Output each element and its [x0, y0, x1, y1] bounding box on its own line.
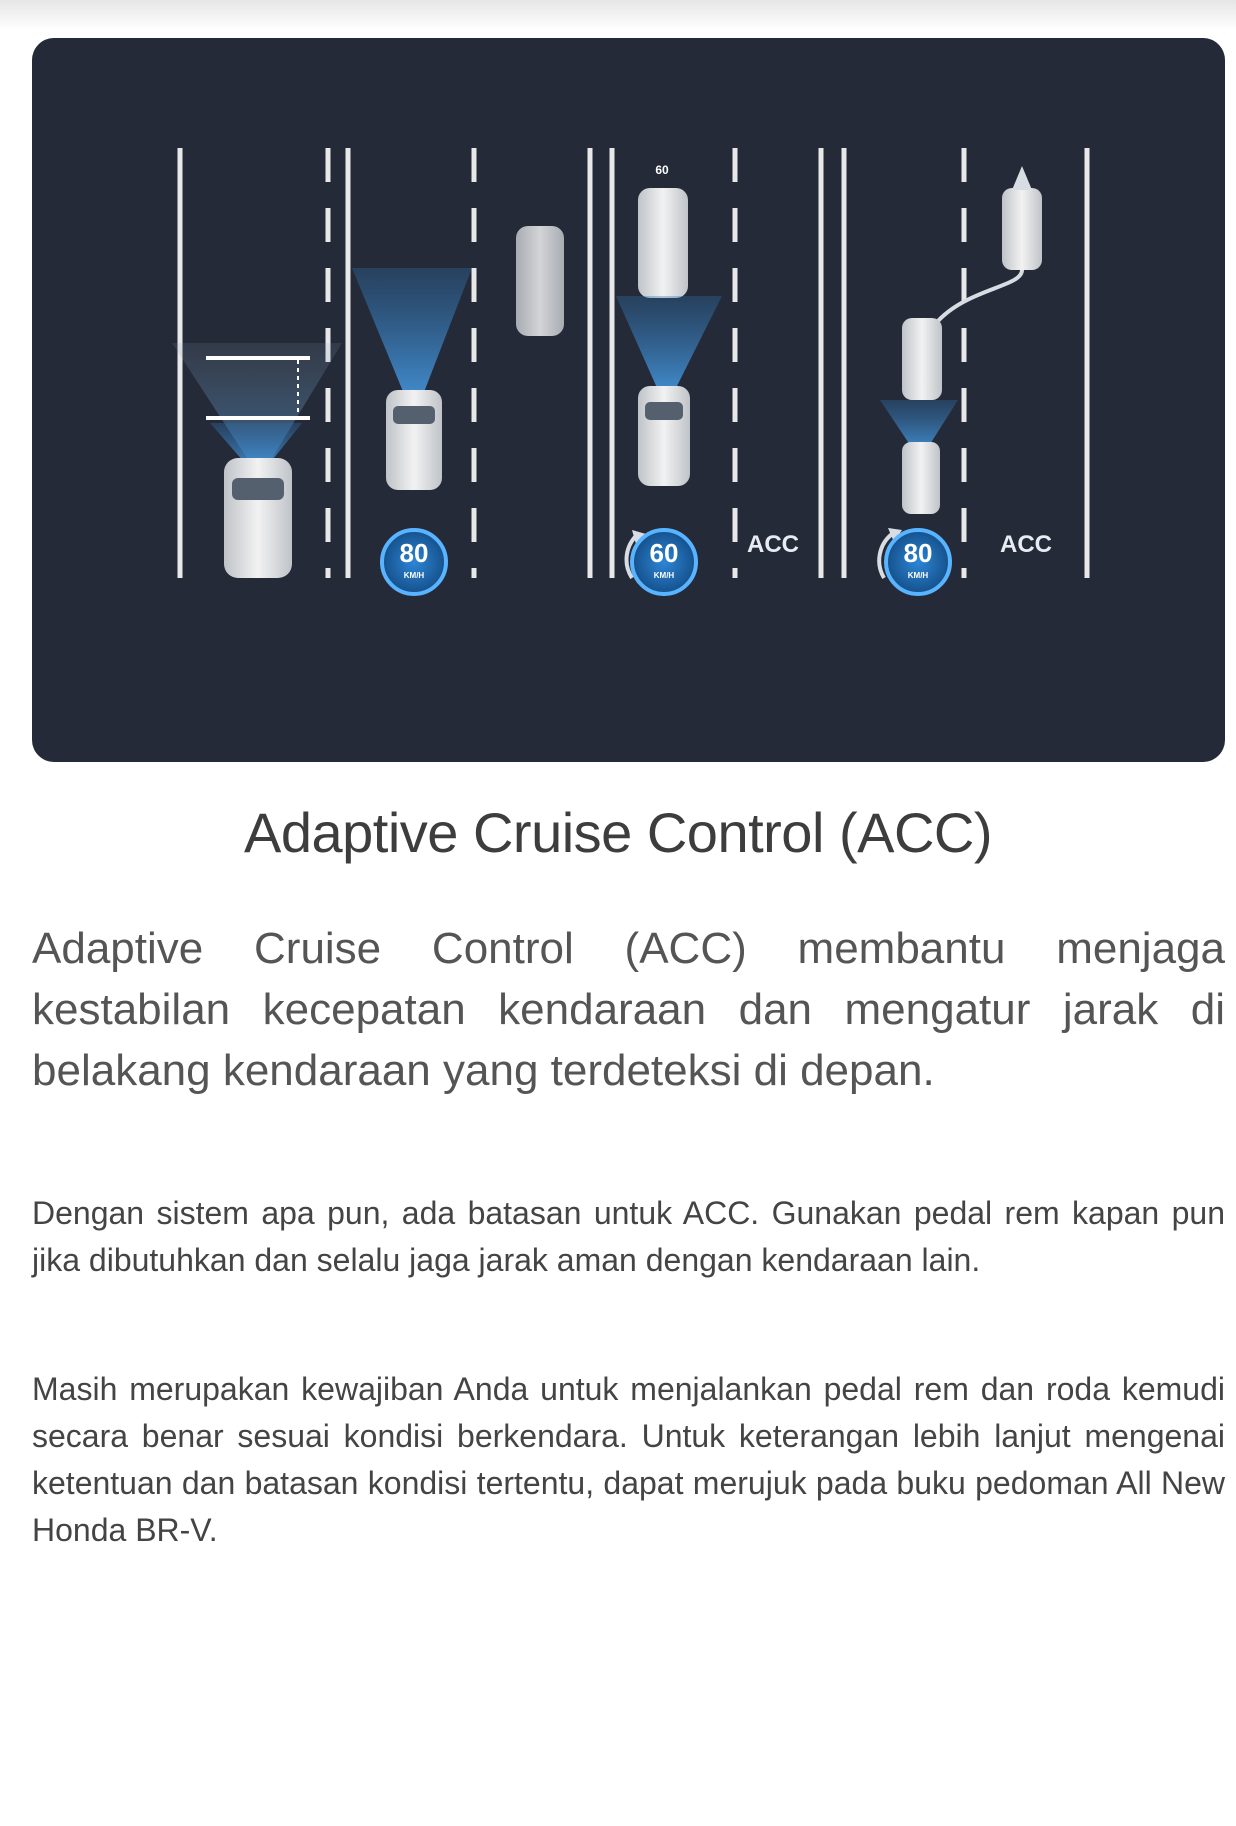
lead-car-speed: 60	[655, 163, 669, 177]
paragraph-limitations: Dengan sistem apa pun, ada batasan untuk ACC. Gunakan pedal rem kapan pun jika dibutuhkan dan selalu jaga jarak aman dengan kendaraan lain.	[32, 1195, 1225, 1278]
panel-4	[821, 148, 1087, 594]
lead-paragraph: Adaptive Cruise Control (ACC) membantu menjaga kestabilan kecepatan kendaraan dan mengatur jarak di belakang kendaraan yang terdeteksi di depan.	[32, 924, 1225, 1095]
acc-label: ACC	[1000, 531, 1052, 558]
panel-3	[590, 148, 799, 594]
paragraph-responsibility: Masih merupakan kewajiban Anda untuk menjalankan pedal rem dan roda kemudi secara benar sesuai kondisi berkendara. Untuk keterangan lebih lanjut mengenai ketentuan dan batasan kondisi tertentu, dapat merujuk pada buku pedoman All New Honda BR-V.	[32, 1371, 1225, 1548]
acc-label: ACC	[747, 531, 799, 558]
speed-badge-unit: KM/H	[907, 571, 929, 580]
acc-illustration	[32, 38, 1225, 762]
acc-diagram	[32, 38, 1225, 762]
speed-badge-value: 80	[903, 538, 933, 568]
panel-1	[172, 148, 342, 578]
page-title: Adaptive Cruise Control (ACC)	[244, 801, 992, 864]
speed-badge-unit: KM/H	[653, 571, 675, 580]
speed-badge-value: 60	[649, 538, 679, 568]
top-shadow	[0, 0, 1236, 30]
speed-badge-value: 80	[399, 538, 429, 568]
speed-badge-unit: KM/H	[403, 571, 425, 580]
panel-2	[348, 148, 564, 594]
